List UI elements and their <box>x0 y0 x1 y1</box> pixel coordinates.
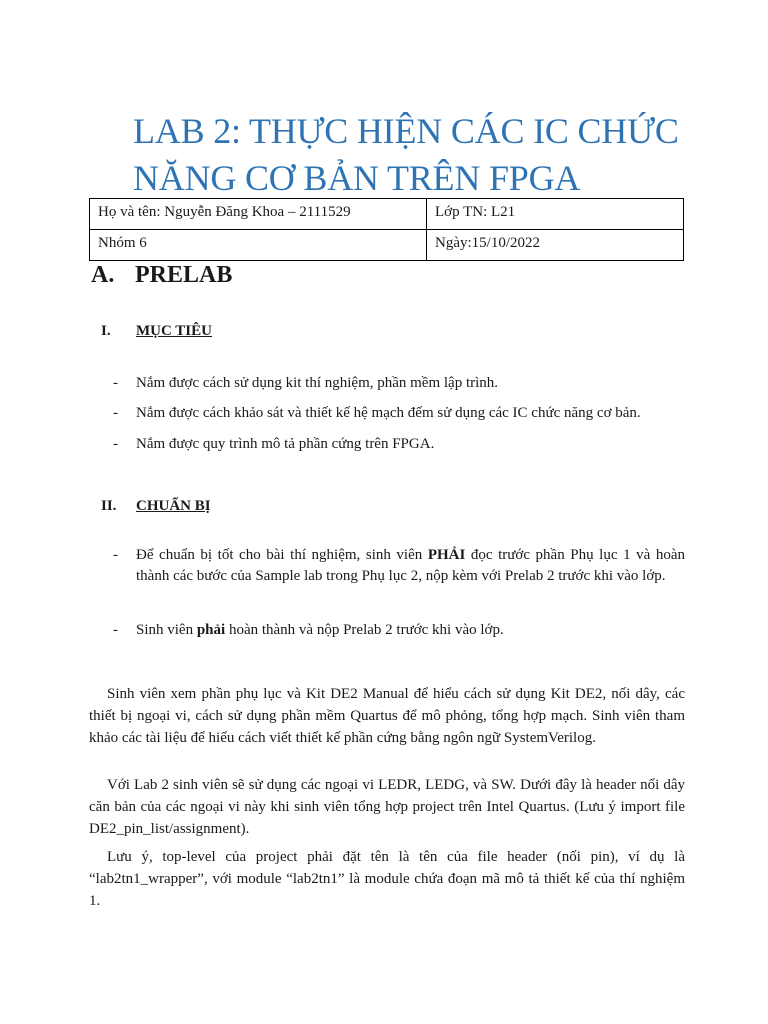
bullet-text <box>136 620 685 641</box>
bullet-text-part: Sinh viên <box>136 622 197 638</box>
table-row <box>90 230 684 261</box>
section-a-title: PRELAB <box>135 262 233 288</box>
bullet-emphasis: PHẢI <box>427 547 466 563</box>
table-row <box>90 199 684 230</box>
list-item <box>113 373 685 394</box>
bullet-text <box>136 545 685 587</box>
bullet-dash: - <box>113 547 118 563</box>
list-item <box>113 434 685 455</box>
section-2-title: CHUẨN BỊ <box>136 498 211 514</box>
bullet-emphasis: phải <box>196 622 226 638</box>
bullet-dash: - <box>113 622 118 638</box>
list-item <box>113 403 685 424</box>
list-item <box>113 620 685 641</box>
section-1-number: I. <box>101 323 111 339</box>
title-line-2: NĂNG CƠ BẢN TRÊN FPGA <box>133 158 581 198</box>
bullet-text-part: đọc trước phần Phụ lục 1 và hoàn thành các bước của Sample lab trong Phụ lục 2, nộp kèm với Prelab 2 trước khi vào lớp. <box>136 547 686 584</box>
title-line-1: LAB 2: THỰC HIỆN CÁC IC CHỨC <box>133 111 679 151</box>
bullet-text: Nắm được quy trình mô tả phần cứng trên FPGA. <box>136 436 435 452</box>
document-title <box>133 108 733 202</box>
bullet-text: Nắm được cách sử dụng kit thí nghiệm, phần mềm lập trình. <box>136 375 499 391</box>
bullet-text-part: Để chuẩn bị tốt cho bài thí nghiệm, sinh viên <box>136 547 428 563</box>
bullet-text: Nắm được cách khảo sát và thiết kế hệ mạch đếm sử dụng các IC chức năng cơ bản. <box>136 405 641 421</box>
bullet-dash: - <box>113 375 118 391</box>
student-name-cell: Họ và tên: Nguyễn Đăng Khoa – 2111529 <box>90 199 427 230</box>
group-cell: Nhóm 6 <box>90 230 427 261</box>
section-1-title: MỤC TIÊU <box>136 323 212 339</box>
class-cell: Lớp TN: L21 <box>427 199 684 230</box>
paragraph-peripherals: Với Lab 2 sinh viên sẽ sử dụng các ngoại vi LEDR, LEDG, và SW. Dưới đây là header nối dây căn bản của các ngoại vi này khi sinh viên tổng hợp project trên Intel Quartus. (Lưu ý import file DE2_pin_list/assignment). <box>89 777 685 837</box>
section-2-heading <box>101 498 211 515</box>
section-a-number: A. <box>91 262 115 288</box>
section-a-heading <box>91 262 232 289</box>
paragraph-intro: Sinh viên xem phần phụ lục và Kit DE2 Manual để hiểu cách sử dụng Kit DE2, nối dây, các thiết bị ngoại vi, cách sử dụng phần mềm Quartus để mô phỏng, tổng hợp mạch. Sinh viên tham khảo các tài liệu để hiểu cách viết thiết kế phần cứng bằng ngôn ngữ SystemVerilog. <box>89 686 685 746</box>
date-cell: Ngày:15/10/2022 <box>427 230 684 261</box>
paragraph-top-level-note: Lưu ý, top-level của project phải đặt tên là tên của file header (nối pin), ví dụ là “lab2tn1_wrapper”, với module “lab2tn1” là module chứa đoạn mã mô tả thiết kế của thí nghiệm 1. <box>89 849 685 909</box>
bullet-dash: - <box>113 436 118 452</box>
student-info-table <box>89 198 684 261</box>
list-item <box>113 545 685 587</box>
section-1-heading <box>101 323 212 340</box>
section-2-number: II. <box>101 498 117 514</box>
bullet-dash: - <box>113 405 118 421</box>
bullet-text-part: hoàn thành và nộp Prelab 2 trước khi vào lớp. <box>225 622 504 638</box>
